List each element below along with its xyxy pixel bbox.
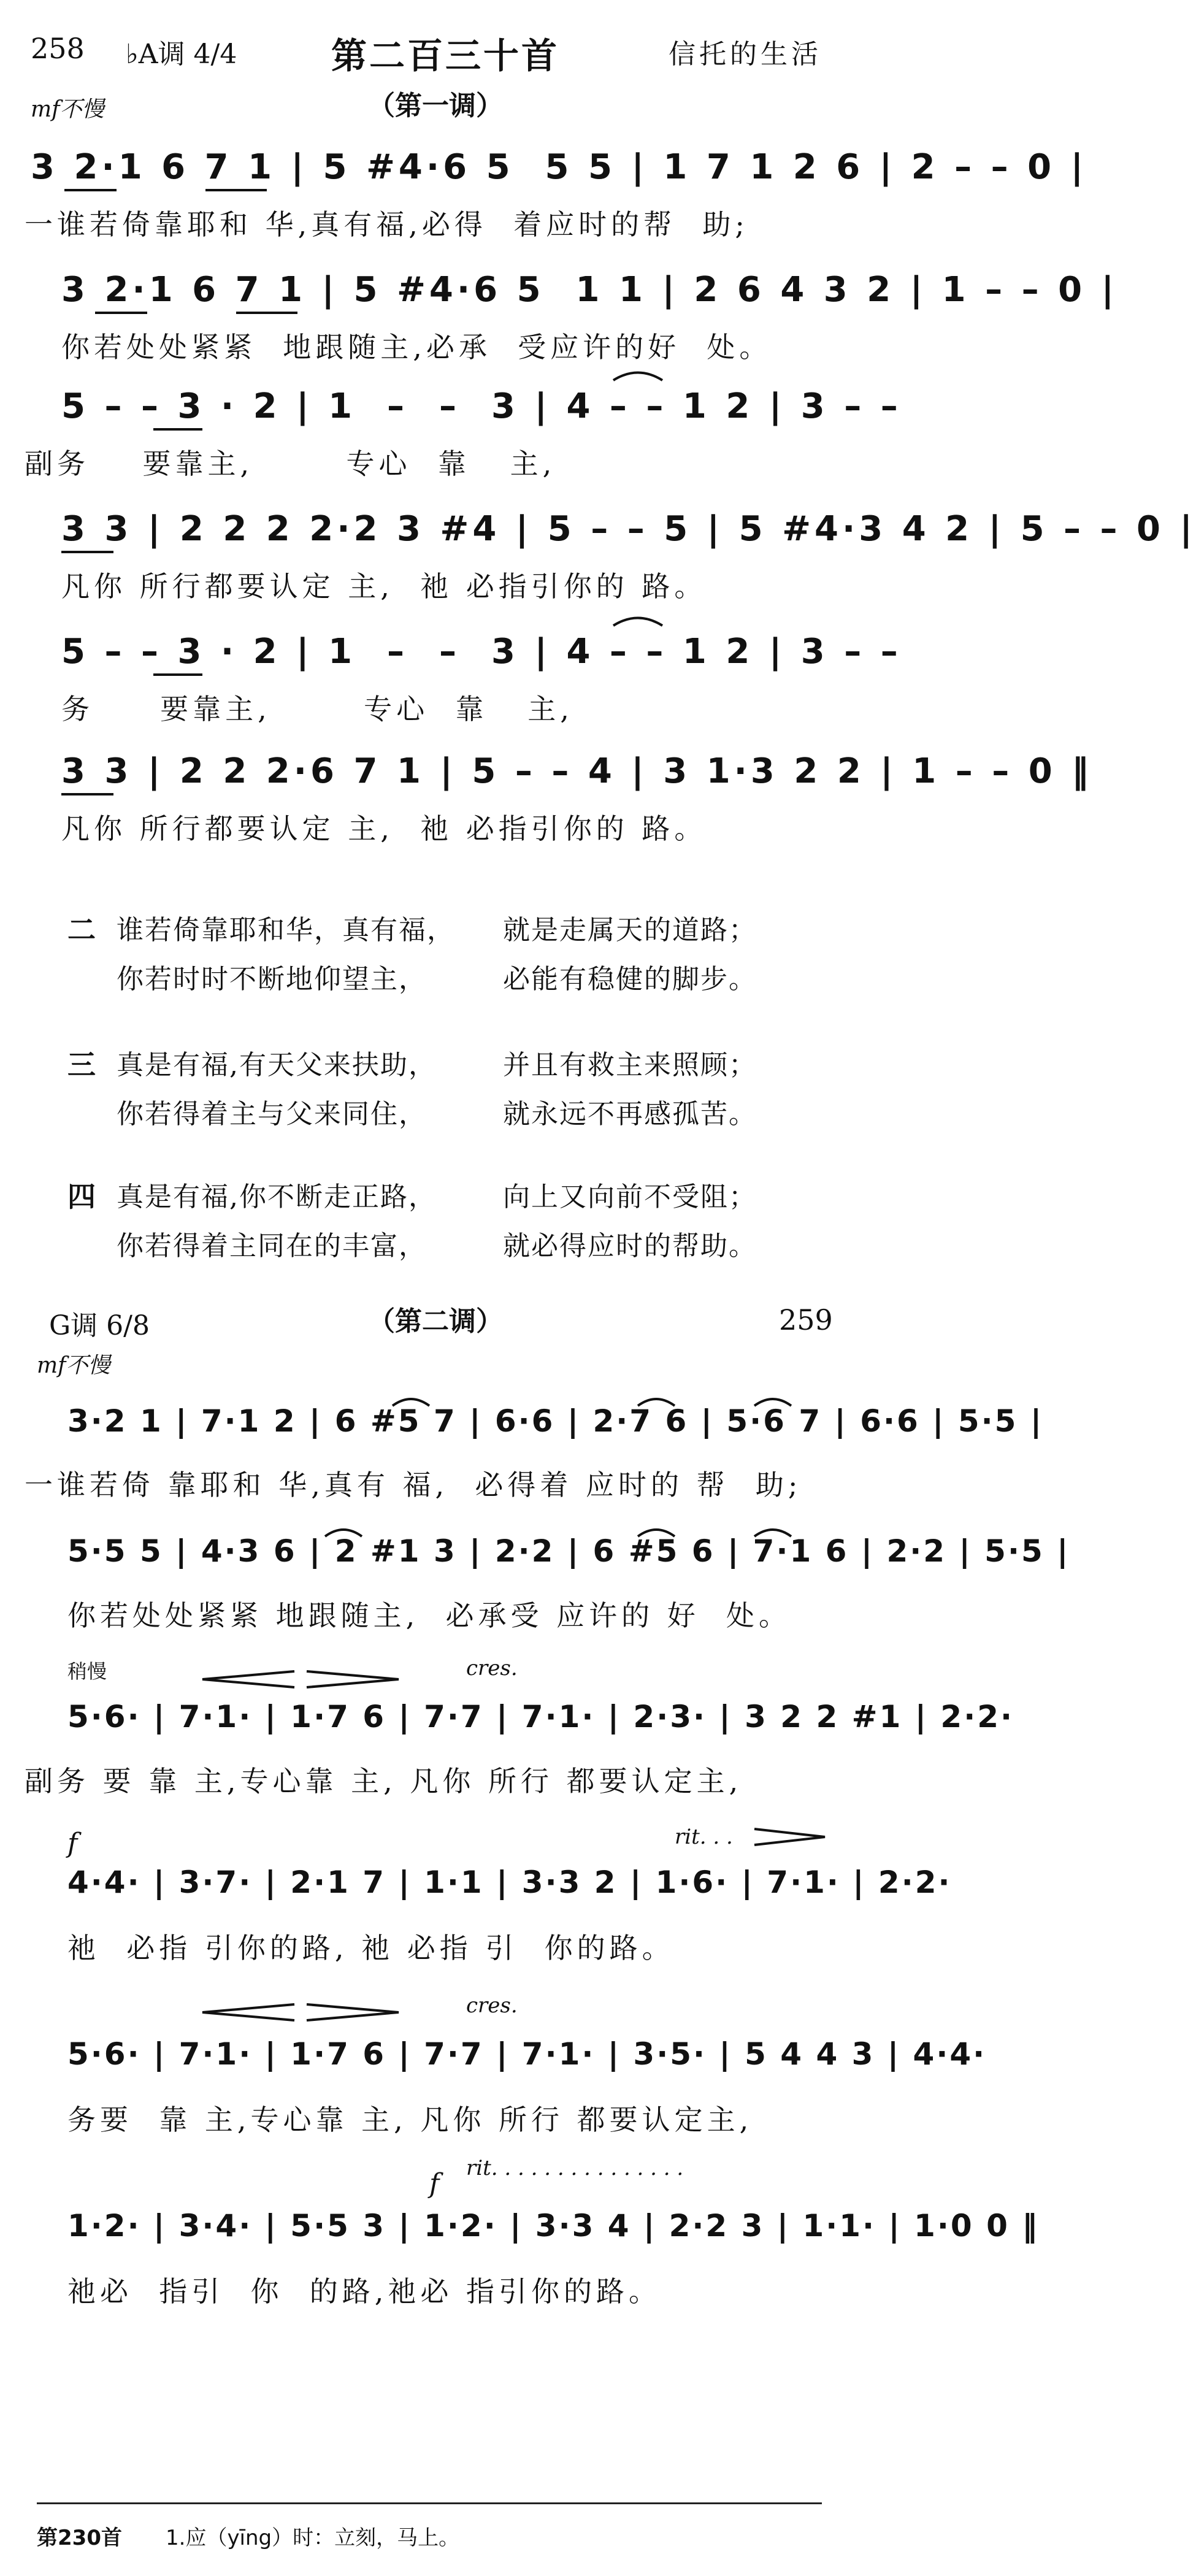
verse-line: 向上又向前不受阻； xyxy=(503,1181,757,1213)
tune1-lyric-line-2: 你若处处紧紧 地跟随主,必承 受应许的好 处。 xyxy=(61,331,772,364)
tune2-lyric-line-4: 祂 必指 引你的路, 祂 必指 引 你的路。 xyxy=(67,1931,675,1965)
tune1-lyric-line-5: 务 要靠主, 专心 靠 主, xyxy=(61,692,573,726)
tune2-notes-line-6: 1·2· | 3·4· | 5·5 3 | 1·2· | 3·3 4 | 2·2 3 | 1·1· | 1·0 0 ‖ xyxy=(67,2208,1040,2244)
tempo-marking-2: mf不慢 xyxy=(37,1353,110,1378)
cres-marking: cres. xyxy=(466,1656,518,1681)
cres-marking: cres. xyxy=(466,1993,518,2018)
page-number-right: 259 xyxy=(779,1303,833,1336)
verse-line: 就必得应时的帮助。 xyxy=(503,1230,757,1262)
decrescendo-hairpin xyxy=(307,2004,399,2020)
verse-line: 你若时时不断地仰望主， xyxy=(117,964,427,995)
tune2-notes-line-2: 5·5 5 | 4·3 6 | 2 #1 3 | 2·2 | 6 #5 6 | 7·1 6 | 2·2 | 5·5 | xyxy=(67,1533,1070,1569)
slur xyxy=(638,1399,675,1406)
forte-marking: f xyxy=(429,2168,440,2199)
tune2-lyric-line-2: 你若处处紧紧 地跟随主, 必承受 应许的 好 处。 xyxy=(67,1599,791,1632)
verse-line: 真是有福,有天父来扶助， xyxy=(117,1049,437,1081)
slur xyxy=(325,1530,362,1536)
verse-number: 四 xyxy=(67,1180,96,1213)
verse-line: 真是有福,你不断走正路， xyxy=(117,1181,437,1213)
hymn-category: 信托的生活 xyxy=(669,39,822,70)
footer-note: 1.应（yīng）时：立刻，马上。 xyxy=(166,2526,460,2550)
key-signature-2: G调 6/8 xyxy=(49,1310,150,1341)
tune1-lyric-line-4: 凡你 所行都要认定 主, 祂 必指引你的 路。 xyxy=(61,570,707,603)
crescendo-hairpin xyxy=(202,2004,294,2020)
rit-marking: rit. . . . . . . . . . . . . . . xyxy=(466,2156,684,2180)
tune1-notes-line-1: 3 2·1 6 7 1 | 5 #4·6 5 5 5 | 1 7 1 2 6 | 2 – – 0 | xyxy=(31,147,1087,187)
slur xyxy=(754,1530,791,1536)
tune2-notes-line-1: 3·2 1 | 7·1 2 | 6 #5 7 | 6·6 | 2·7 6 | 5·6 7 | 6·6 | 5·5 | xyxy=(67,1403,1044,1439)
key-signature-1: ♭A调 4/4 xyxy=(126,39,237,70)
tune2-notes-line-5: 5·6· | 7·1· | 1·7 6 | 7·7 | 7·1· | 3·5· | 5 4 4 3 | 4·4· xyxy=(67,2036,987,2072)
tune1-lyric-line-6: 凡你 所行都要认定 主, 祂 必指引你的 路。 xyxy=(61,812,707,845)
slur xyxy=(613,373,662,381)
tune1-lyric-line-3: 副务 要靠主, 专心 靠 主, xyxy=(25,447,556,480)
slur xyxy=(638,1530,675,1536)
tune2-notes-line-4: 4·4· | 3·7· | 2·1 7 | 1·1 | 3·3 2 | 1·6· | 7·1· | 2·2· xyxy=(67,1865,952,1900)
footer-divider xyxy=(37,2502,822,2504)
footer-hymn-label xyxy=(37,2521,122,2551)
slur xyxy=(754,1399,791,1406)
verse-number: 二 xyxy=(67,913,96,946)
verse-number: 三 xyxy=(67,1048,96,1081)
tune2-lyric-line-1: 一谁若倚 靠耶和 华,真有 福, 必得着 应时的 帮 助; xyxy=(25,1468,802,1501)
tempo-slower-marking: 稍慢 xyxy=(67,1660,107,1683)
tune1-notes-line-2: 3 2·1 6 7 1 | 5 #4·6 5 1 1 | 2 6 4 3 2 | 1 – – 0 | xyxy=(61,270,1118,310)
crescendo-hairpin xyxy=(202,1671,294,1687)
tune1-lyric-line-1: 一谁若倚靠耶和 华,真有福,必得 着应时的帮 助; xyxy=(25,208,749,241)
tune1-notes-line-3: 5 – – 3 · 2 | 1 – – 3 | 4 – – 1 2 | 3 – – xyxy=(61,386,902,426)
verse-line: 就永远不再感孤苦。 xyxy=(503,1098,757,1130)
slur xyxy=(613,618,662,626)
verse-line: 必能有稳健的脚步。 xyxy=(503,964,757,995)
tune2-lyric-line-3: 副务 要 靠 主,专心靠 主, 凡你 所行 都要认定主, xyxy=(25,1765,743,1798)
page-number-left: 258 xyxy=(31,32,85,65)
rit-marking: rit. . . xyxy=(675,1825,733,1849)
verse-line: 你若得着主同在的丰富， xyxy=(117,1230,427,1262)
tune1-notes-line-5: 5 – – 3 · 2 | 1 – – 3 | 4 – – 1 2 | 3 – – xyxy=(61,632,902,672)
tune2-notes-line-3: 5·6· | 7·1· | 1·7 6 | 7·7 | 7·1· | 2·3· | 3 2 2 #1 | 2·2· xyxy=(67,1699,1014,1735)
verse-line: 谁若倚靠耶和华，真有福， xyxy=(117,914,455,946)
verse-line: 并且有救主来照顾； xyxy=(503,1049,757,1081)
verse-line: 你若得着主与父来同住， xyxy=(117,1098,427,1130)
tune1-notes-line-4: 3 3 | 2 2 2 2·2 3 #4 | 5 – – 5 | 5 #4·3 4 2 | 5 – – 0 | xyxy=(61,509,1196,549)
tempo-marking-1: mf不慢 xyxy=(31,97,104,122)
verse-line: 就是走属天的道路； xyxy=(503,914,757,946)
tune2-lyric-line-5: 务要 靠 主,专心靠 主, 凡你 所行 都要认定主, xyxy=(67,2103,753,2136)
decrescendo-hairpin xyxy=(307,1671,399,1687)
forte-marking: f xyxy=(67,1828,78,1859)
slur xyxy=(393,1399,429,1406)
tune2-lyric-line-6: 祂必 指引 你 的路,祂必 指引你的路。 xyxy=(67,2275,661,2308)
tune1-notes-line-6: 3 3 | 2 2 2·6 7 1 | 5 – – 4 | 3 1·3 2 2 | 1 – – 0 ‖ xyxy=(61,751,1093,791)
footer-hymn-number: 第230首 xyxy=(37,2526,122,2550)
tune2-label: （第二调） xyxy=(368,1306,503,1337)
hymn-title: 第二百三十首 xyxy=(331,35,560,77)
decrescendo-hairpin xyxy=(754,1829,825,1845)
tune1-label: （第一调） xyxy=(368,90,503,121)
